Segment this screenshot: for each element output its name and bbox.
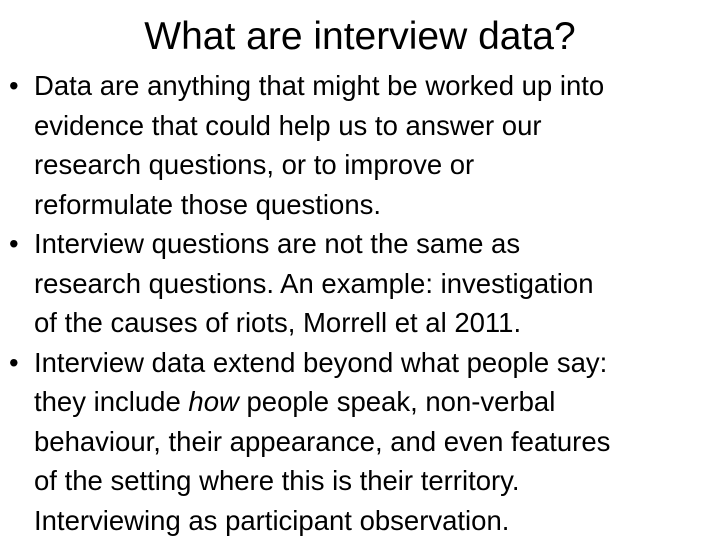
bullet-line-text: of the setting where this is their territory. xyxy=(34,465,520,496)
bullet-marker: • xyxy=(9,346,19,378)
bullet-marker: • xyxy=(9,70,19,101)
slide-title: What are interview data? xyxy=(144,15,576,58)
bullet-line: evidence that could help us to answer our xyxy=(34,109,542,141)
bullet-line xyxy=(0,382,720,422)
bullet-line xyxy=(0,461,720,501)
bullet-marker: • xyxy=(9,228,19,259)
bullet-line: reformulate those questions. xyxy=(34,188,381,220)
bullet-item xyxy=(0,224,720,343)
bullet-line xyxy=(0,343,720,383)
bullet-line: Data are anything that might be worked up into xyxy=(34,70,605,101)
emphasis-text: how xyxy=(188,386,239,417)
bullet-item xyxy=(0,343,720,540)
bullet-line-text: people speak, non-verbal xyxy=(238,386,556,417)
bullet-line xyxy=(0,501,720,540)
bullet-line: of the causes of riots, Morrell et al 2011. xyxy=(34,307,522,338)
bullet-line-text: Interview data extend beyond what people say: xyxy=(34,346,608,378)
bullet-line-text: Interviewing as participant observation. xyxy=(34,504,510,536)
bullet-line-text: they include xyxy=(34,386,189,417)
bullet-line xyxy=(0,422,720,462)
bullet-line-text: behaviour, their appearance, and even features xyxy=(34,425,611,457)
bullet-line: research questions. An example: investigation xyxy=(34,267,594,299)
bullet-list xyxy=(0,66,720,540)
bullet-line: Interview questions are not the same as xyxy=(34,228,521,259)
bullet-item xyxy=(0,66,720,224)
bullet-line: research questions, or to improve or xyxy=(34,149,475,180)
